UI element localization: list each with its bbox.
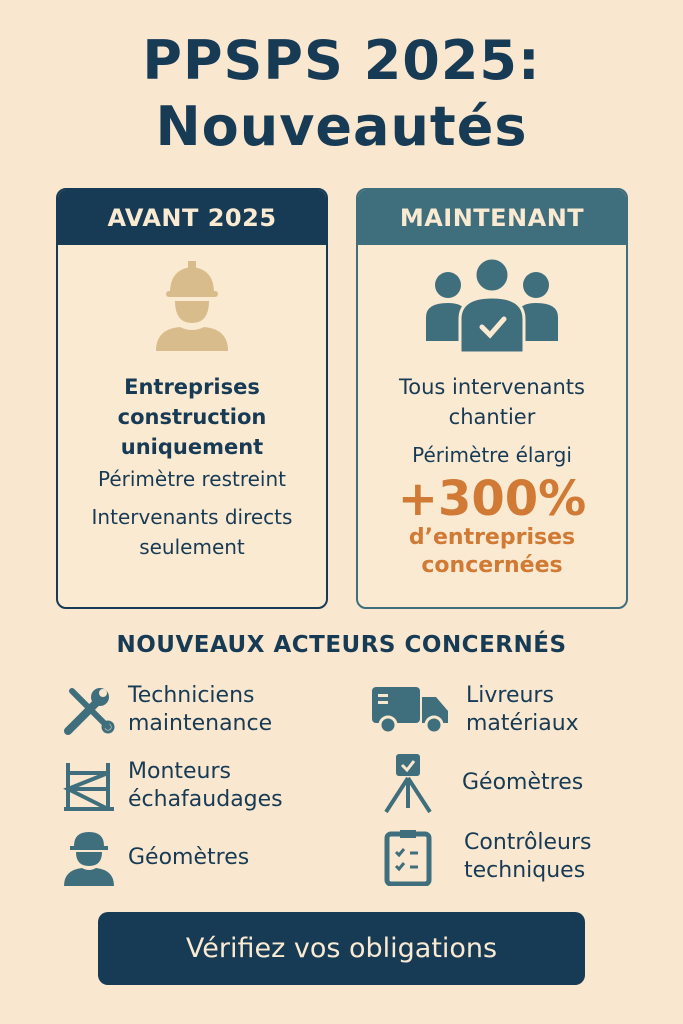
- now-point-1: Périmètre élargi: [412, 443, 572, 467]
- stat-label-2: concernées: [421, 553, 563, 578]
- title-line-2: Nouveautés: [155, 95, 528, 158]
- actor-label: Géomètres: [128, 845, 250, 870]
- now-line-1: Tous intervenants: [399, 375, 585, 399]
- before-card-header: AVANT 2025: [58, 190, 326, 245]
- actor-label: Monteurs: [128, 759, 231, 784]
- actor-label: Techniciens: [128, 683, 255, 708]
- tools-icon: [62, 683, 116, 737]
- before-line-1: Entreprises: [124, 375, 260, 399]
- before-line-3: uniquement: [120, 435, 264, 459]
- actor-label-2: techniques: [464, 858, 586, 883]
- actor-label-2: matériaux: [466, 711, 579, 736]
- scaffolding-icon: [62, 759, 116, 813]
- truck-icon: [370, 685, 450, 735]
- page-title: [0, 28, 683, 160]
- worker-cap-icon: [62, 830, 116, 886]
- actor-label: Livreurs: [466, 683, 554, 708]
- actor-label-2: échafaudages: [128, 787, 283, 812]
- before-point-1: Périmètre restreint: [97, 467, 287, 491]
- now-card: [356, 188, 628, 609]
- actor-item: [384, 828, 592, 886]
- verify-obligations-button[interactable]: Vérifiez vos obligations: [98, 912, 585, 985]
- actor-label: Géomètres: [462, 770, 584, 795]
- actor-item: [62, 682, 272, 738]
- actor-item: [380, 752, 583, 814]
- checklist-icon: [384, 828, 432, 886]
- now-line-2: chantier: [448, 405, 536, 429]
- now-card-header: MAINTENANT: [358, 190, 626, 245]
- group-check-icon: [422, 255, 562, 355]
- before-2025-card: [56, 188, 328, 609]
- actor-item: [62, 830, 249, 886]
- actor-label-2: maintenance: [128, 711, 273, 736]
- before-point-2b: seulement: [139, 535, 245, 559]
- actor-item: [370, 682, 579, 738]
- stat-label-1: d’entreprises: [408, 525, 576, 550]
- section-heading: NOUVEAUX ACTEURS CONCERNÉS: [116, 632, 567, 658]
- surveyor-tripod-icon: [380, 752, 436, 814]
- stat-value: +300%: [397, 471, 587, 527]
- actor-item: [62, 758, 283, 814]
- before-line-2: construction: [117, 405, 267, 429]
- construction-worker-icon: [142, 255, 242, 355]
- before-point-2a: Intervenants directs: [91, 505, 293, 529]
- actor-label: Contrôleurs: [464, 830, 592, 855]
- title-line-1: PPSPS 2025:: [142, 29, 541, 92]
